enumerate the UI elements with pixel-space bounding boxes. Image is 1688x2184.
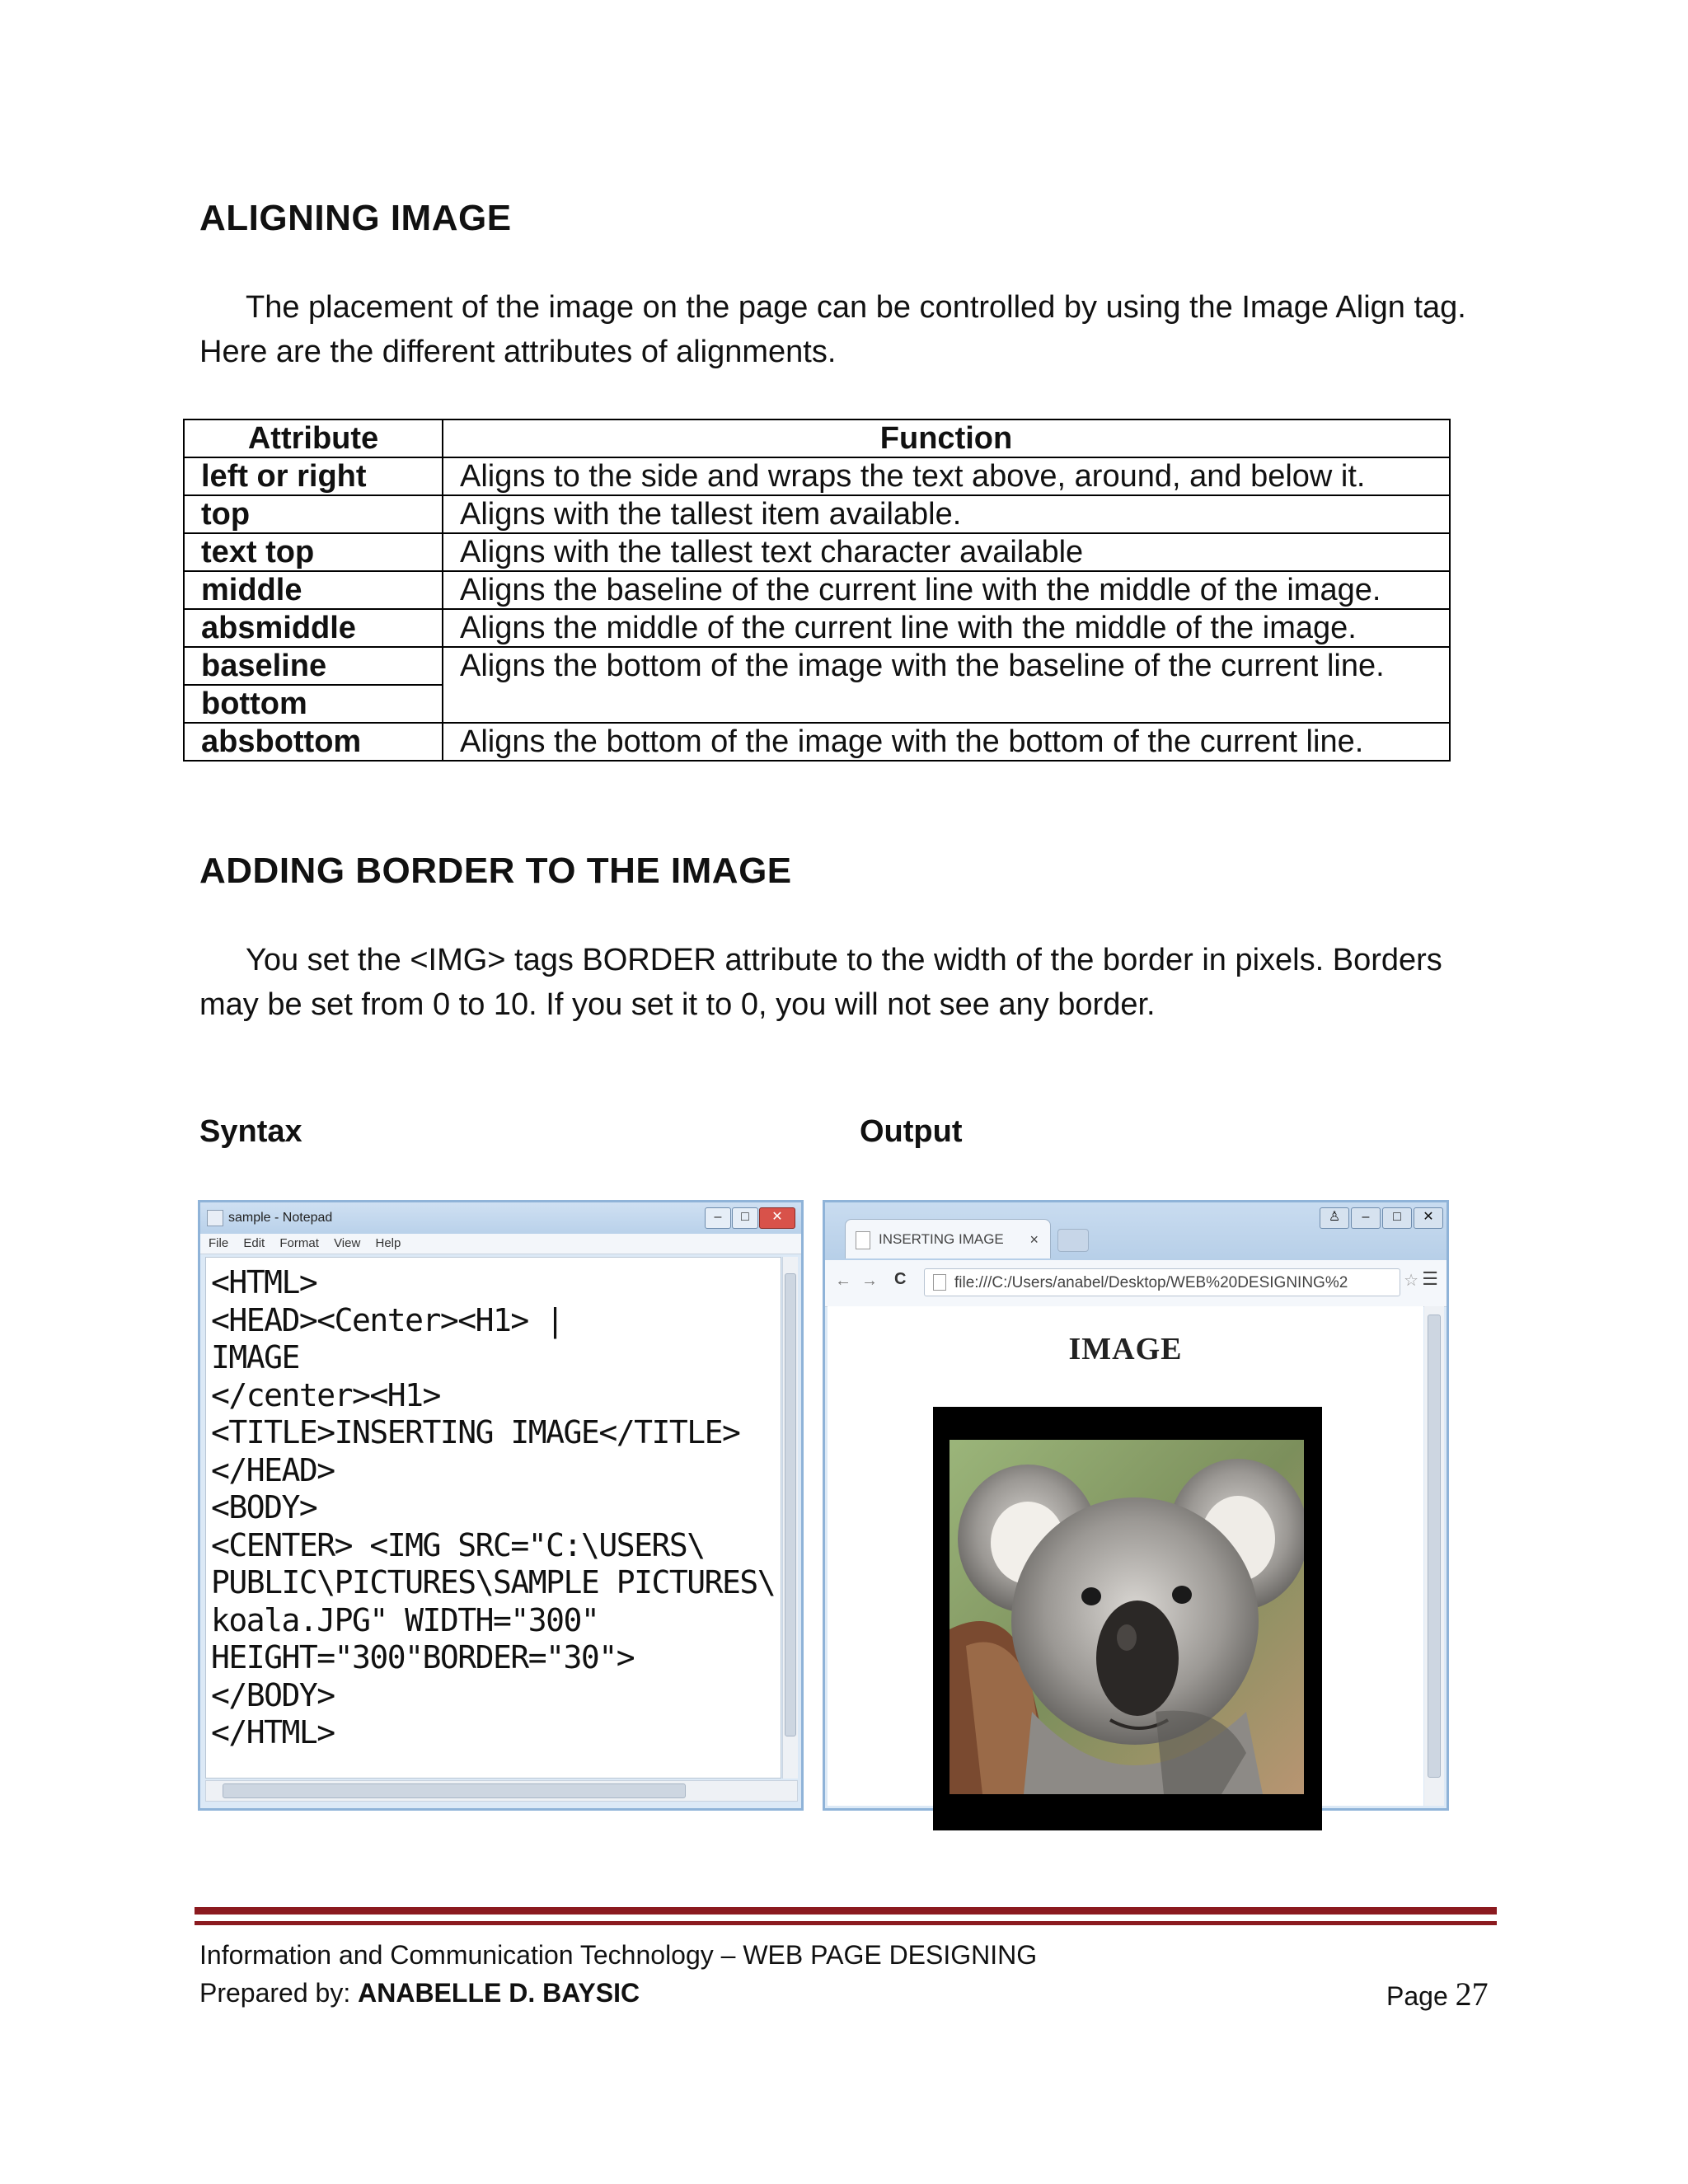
menu-view[interactable]: View [334,1236,361,1250]
table-row [184,647,1450,685]
attr-cell: left or right [184,457,443,495]
maximize-icon[interactable]: □ [1382,1207,1412,1229]
alignment-attributes-table [183,419,1451,762]
new-tab-button[interactable] [1057,1229,1089,1252]
attr-cell: absbottom [184,723,443,761]
browser-tab[interactable] [845,1219,1051,1258]
scroll-thumb[interactable] [223,1783,686,1798]
function-cell: Aligns the bottom of the image with the baseline of the current line. [443,647,1450,723]
table-row [184,495,1450,533]
koala-image [950,1440,1304,1794]
close-icon[interactable]: ✕ [1414,1207,1443,1229]
address-bar[interactable] [924,1268,1400,1296]
header-attribute: Attribute [184,419,443,457]
scroll-thumb[interactable] [785,1273,796,1736]
output-label: Output [860,1114,963,1149]
maximize-icon[interactable]: □ [732,1207,758,1229]
menu-help[interactable]: Help [375,1236,401,1250]
address-text: file:///C:/Users/anabel/Desktop/WEB%20DESIGNING%2 [954,1274,1348,1291]
notepad-titlebar [200,1202,801,1234]
function-cell: Aligns with the tallest item available. [443,495,1450,533]
attr-cell: absmiddle [184,609,443,647]
section-title-aligning: ALIGNING IMAGE [199,198,512,238]
star-icon[interactable]: ☆ [1404,1272,1418,1290]
footer-author: ANABELLE D. BAYSIC [358,1978,640,2008]
notepad-code: <HTML> <HEAD><Center><H1> | IMAGE </center><H1> <TITLE>INSERTING IMAGE</TITLE> </HEAD> <BODY> <CENTER> <IMG SRC="C:\USERS\ PUBLIC\PICTURES\SAMPLE PICTURES\ koala.JPG" WIDTH="300" HEIGHT="300"BORDER="30"> </BODY> </HTML> [211,1264,776,1750]
menu-file[interactable]: File [209,1236,229,1250]
browser-window [823,1200,1449,1811]
page-icon [856,1231,870,1249]
minimize-icon[interactable]: – [1351,1207,1381,1229]
browser-navbar [825,1260,1447,1307]
page-heading: IMAGE [1068,1332,1183,1366]
close-icon[interactable]: ✕ [759,1207,795,1229]
menu-format[interactable]: Format [279,1236,319,1250]
browser-content [828,1306,1423,1806]
minimize-icon[interactable]: – [705,1207,731,1229]
attr-cell: middle [184,571,443,609]
notepad-app-icon [207,1210,223,1226]
border-paragraph: You set the <IMG> tags BORDER attribute to the width of the border in pixels. Borders may be set from 0 to 10. If you set it to 0, you will not see any border. [199,943,1442,1022]
function-cell: Aligns the bottom of the image with the bottom of the current line. [443,723,1450,761]
notepad-window [198,1200,804,1811]
attr-cell: text top [184,533,443,571]
footer-page [1386,1975,1489,2013]
footer-prepared [199,1978,640,2008]
file-icon [933,1274,946,1291]
footer-course: Information and Communication Technology – WEB PAGE DESIGNING [199,1940,1038,1970]
table-row [184,533,1450,571]
user-icon[interactable]: ♙ [1320,1207,1349,1229]
table-row [184,457,1450,495]
menu-edit[interactable]: Edit [243,1236,265,1250]
table-header-row [184,419,1450,457]
browser-tabstrip [825,1202,1447,1260]
tab-title: INSERTING IMAGE [879,1231,1004,1247]
footer-rule-thick [195,1907,1497,1915]
table-row [184,571,1450,609]
table-row [184,609,1450,647]
function-cell: Aligns the baseline of the current line with the middle of the image. [443,571,1450,609]
aligning-paragraph: The placement of the image on the page can be controlled by using the Image Align tag. Here are the different attributes of alignments. [199,290,1466,369]
notepad-title: sample - Notepad [228,1211,333,1225]
tab-close-icon[interactable]: × [1029,1231,1039,1248]
function-cell: Aligns the middle of the current line with the middle of the image. [443,609,1450,647]
function-cell: Aligns with the tallest text character available [443,533,1450,571]
footer-page-label: Page [1386,1981,1456,2011]
menu-icon[interactable]: ☰ [1422,1268,1438,1289]
footer-page-number: 27 [1455,1975,1489,2013]
attr-cell: bottom [184,685,443,723]
footer-prepared-label: Prepared by: [199,1978,359,2008]
scroll-thumb[interactable] [1428,1315,1441,1778]
section-title-border: ADDING BORDER TO THE IMAGE [199,851,792,891]
notepad-menubar [200,1234,801,1254]
image-border-frame [933,1407,1322,1830]
forward-icon[interactable]: → [861,1272,878,1290]
browser-scrollbar[interactable] [1424,1306,1444,1806]
reload-icon[interactable]: C [894,1270,907,1288]
footer-rule-thin [195,1921,1497,1925]
notepad-vertical-scrollbar[interactable] [782,1257,798,1779]
table-row [184,723,1450,761]
attr-cell: top [184,495,443,533]
syntax-label: Syntax [199,1114,302,1149]
attr-cell: baseline [184,647,443,685]
function-cell: Aligns to the side and wraps the text above, around, and below it. [443,457,1450,495]
header-function: Function [443,419,1450,457]
notepad-text-area[interactable] [205,1257,781,1779]
back-icon[interactable]: ← [835,1272,851,1290]
notepad-horizontal-scrollbar[interactable] [205,1780,798,1802]
